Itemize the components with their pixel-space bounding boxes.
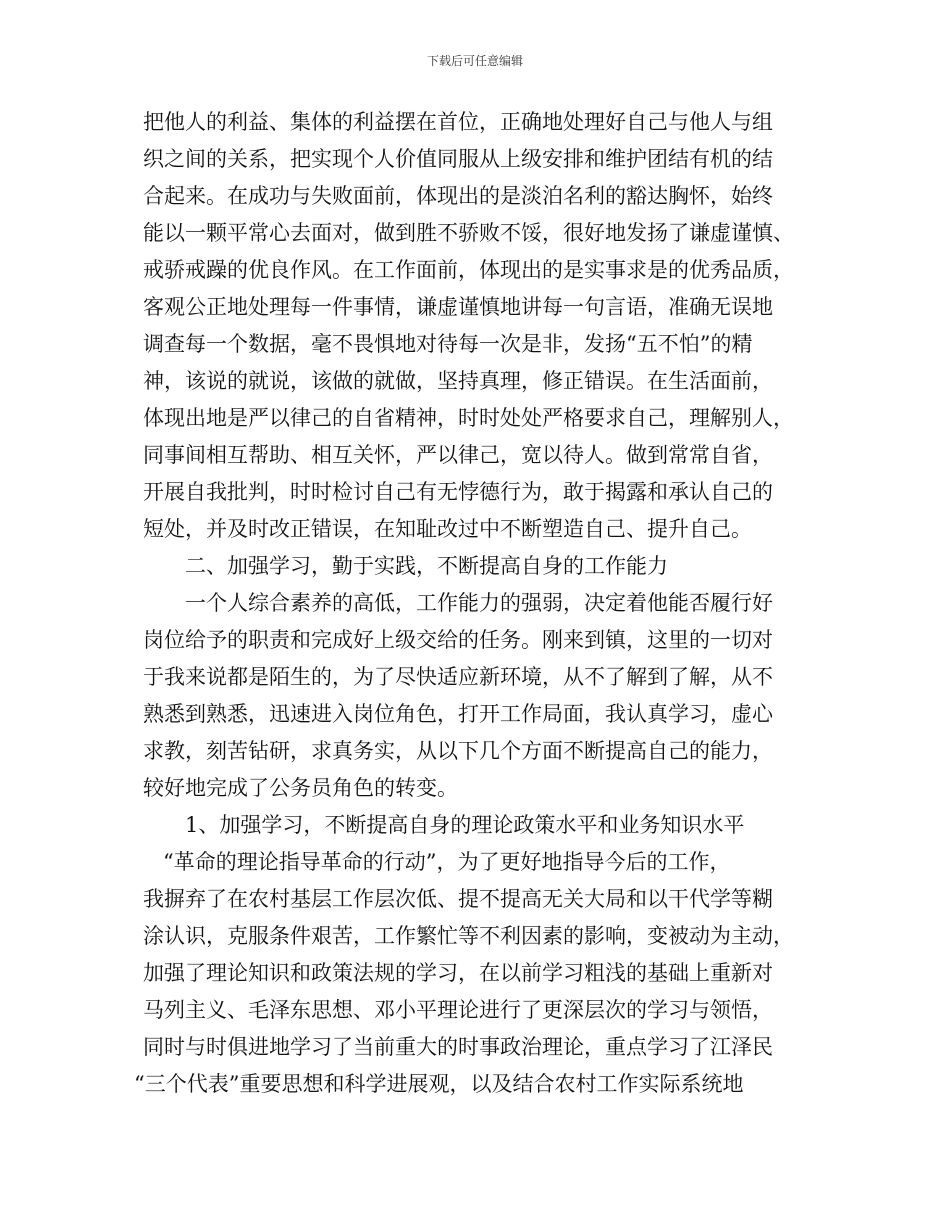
text-line: 较好地完成了公务员角色的转变。 [143, 776, 458, 800]
text-line: 我摒弃了在农村基层工作层次低、提不提高无关大局和以干代学等糊 [143, 887, 773, 911]
page-header: 下载后可任意编辑 [426, 54, 523, 68]
text-line: 戒骄戒躁的优良作风。在工作面前，体现出的是实事求是的优秀品质， [143, 258, 794, 282]
text-line: 加强了理论知识和政策法规的学习，在以前学习粗浅的基础上重新对 [143, 961, 773, 985]
text-line: 合起来。在成功与失败面前，体现出的是淡泊名利的豁达胸怀，始终 [143, 184, 773, 208]
text-line: 于我来说都是陌生的，为了尽快适应新环境，从不了解到了解，从不 [143, 665, 773, 689]
text-line: 涂认识，克服条件艰苦，工作繁忙等不利因素的影响，变被动为主动， [143, 924, 794, 948]
text-line: 同事间相互帮助、相互关怀，严以律己，宽以待人。做到常常自省， [143, 443, 773, 467]
text-line: “革命的理论指导革命的行动”，为了更好地指导今后的工作， [163, 850, 731, 874]
text-line: 一个人综合素养的高低，工作能力的强弱，决定着他能否履行好 [185, 591, 773, 615]
subsection-heading: 1、加强学习，不断提高自身的理论政策水平和业务知识水平 [185, 813, 745, 837]
text-line: 调查每一个数据，毫不畏惧地对待每一次是非，发扬“五不怕”的精 [143, 332, 753, 356]
section-heading: 二、加强学习，勤于实践，不断提高自身的工作能力 [185, 554, 668, 578]
text-line: 体现出地是严以律己的自省精神，时时处处严格要求自己，理解别人， [143, 406, 794, 430]
text-line: 短处，并及时改正错误，在知耻改过中不断塑造自己、提升自己。 [143, 517, 752, 541]
text-line: 岗位给予的职责和完成好上级交给的任务。刚来到镇，这里的一切对 [143, 628, 773, 652]
text-line: 客观公正地处理每一件事情，谦虚谨慎地讲每一句言语，准确无误地 [143, 295, 773, 319]
text-line: 马列主义、毛泽东思想、邓小平理论进行了更深层次的学习与领悟， [143, 998, 773, 1022]
text-line: 织之间的关系，把实现个人价值同服从上级安排和维护团结有机的结 [143, 147, 773, 171]
text-line: 开展自我批判，时时检讨自己有无悖德行为，敢于揭露和承认自己的 [143, 480, 773, 504]
text-line: 熟悉到熟悉，迅速进入岗位角色，打开工作局面，我认真学习，虚心 [143, 702, 773, 726]
text-line: 神，该说的就说，该做的就做，坚持真理，修正错误。在生活面前， [143, 369, 773, 393]
text-line: 同时与时俱进地学习了当前重大的时事政治理论，重点学习了江泽民 [143, 1035, 773, 1059]
text-line: 把他人的利益、集体的利益摆在首位，正确地处理好自己与他人与组 [143, 110, 773, 134]
text-line: 求教，刻苦钻研，求真务实，从以下几个方面不断提高自己的能力， [143, 739, 773, 763]
text-line: 能以一颗平常心去面对，做到胜不骄败不馁，很好地发扬了谦虚谨慎、 [143, 221, 794, 245]
text-line: “三个代表”重要思想和科学进展观，以及结合农村工作实际系统地 [134, 1072, 744, 1096]
